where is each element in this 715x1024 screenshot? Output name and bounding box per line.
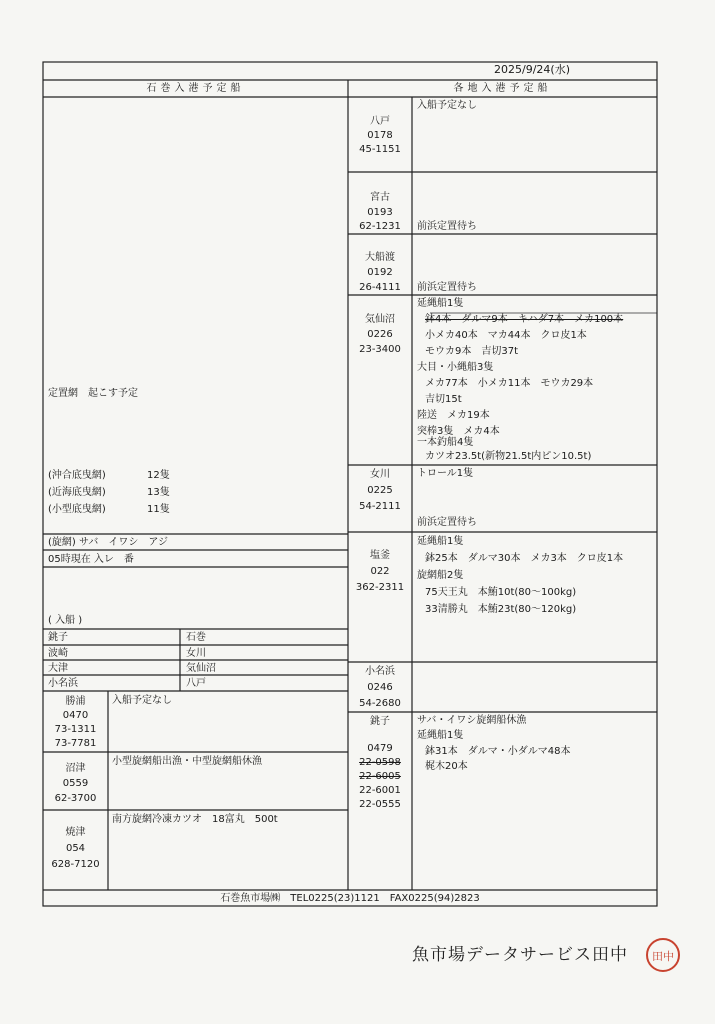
yaizu-note: 南方旋網冷凍カツオ 18富丸 500t bbox=[112, 814, 278, 825]
miyako-tel-1: 0193 bbox=[367, 207, 393, 218]
footer-contact: 石巻魚市場㈱ TEL0225(23)1121 FAX0225(94)2823 bbox=[220, 893, 480, 904]
katsuura-note: 入船予定なし bbox=[112, 695, 172, 706]
kesennuma-tel-2: 23-3400 bbox=[359, 344, 401, 355]
kesennuma-line-9: 突棒3隻 メカ4本 bbox=[417, 426, 500, 437]
sokobiki-count-2: 13隻 bbox=[147, 487, 170, 498]
choshi-name: 銚子 bbox=[370, 716, 390, 727]
miyako-name: 宮古 bbox=[370, 192, 390, 203]
numazu-tel-2: 62-3700 bbox=[54, 793, 97, 804]
kesennuma-line-6: メカ77本 小メカ11本 モウカ29本 bbox=[425, 378, 594, 389]
katsuura-tel-3: 73-7781 bbox=[54, 738, 97, 749]
hachinohe-note: 入船予定なし bbox=[417, 100, 477, 111]
numazu-tel-1: 0559 bbox=[62, 778, 89, 789]
port-left-2: 波崎 bbox=[48, 648, 68, 659]
onahama-name: 小名浜 bbox=[365, 666, 395, 677]
port-right-4: 八戸 bbox=[186, 678, 206, 689]
shiogama-tel-2: 362-2311 bbox=[355, 582, 405, 593]
port-right-3: 気仙沼 bbox=[186, 663, 216, 674]
seal-text: 田中 bbox=[652, 950, 674, 963]
kesennuma-line-3: 小メカ40本 マカ44本 クロ皮1本 bbox=[425, 330, 587, 341]
signature: 魚市場データサービス田中 bbox=[412, 945, 628, 965]
teichi-note: 定置網 起こす予定 bbox=[48, 388, 138, 399]
port-right-1: 石巻 bbox=[186, 632, 206, 643]
kesennuma-tel-1: 0226 bbox=[367, 329, 393, 340]
onagawa-tel-2: 54-2111 bbox=[359, 501, 401, 512]
choshi-tel-4: 22-6001 bbox=[359, 785, 401, 796]
onahama-tel-1: 0246 bbox=[367, 682, 393, 693]
yaizu-tel-1: 054 bbox=[65, 843, 86, 854]
kesennuma-line-7: 吉切15t bbox=[425, 394, 462, 405]
report-sheet bbox=[40, 52, 660, 914]
numazu-note: 小型旋網船出漁・中型旋網船休漁 bbox=[112, 756, 262, 767]
ofunato-name: 大船渡 bbox=[365, 252, 395, 263]
kesennuma-line-1: 延縄船1隻 bbox=[417, 298, 464, 309]
kesennuma-line-2: 鉢4本 ダルマ9本 キハダ7本 メカ100本 bbox=[425, 314, 624, 325]
choshi-tel-2: 22-0598 bbox=[359, 757, 401, 768]
kesennuma-name: 気仙沼 bbox=[365, 314, 395, 325]
onagawa-line-1: トロール1隻 bbox=[417, 468, 474, 479]
choshi-line-2: 延縄船1隻 bbox=[417, 730, 464, 741]
choshi-tel-5: 22-0555 bbox=[359, 799, 401, 810]
hachinohe-tel-1: 0178 bbox=[367, 130, 393, 141]
ofunato-tel-1: 0192 bbox=[367, 267, 393, 278]
numazu-name: 沼津 bbox=[65, 763, 86, 774]
shiogama-line-2: 鉢25本 ダルマ30本 メカ3本 クロ皮1本 bbox=[425, 553, 624, 564]
shiogama-name: 塩釜 bbox=[370, 550, 390, 561]
shiogama-line-3: 旋網船2隻 bbox=[417, 570, 464, 581]
sokobiki-name-3: (小型底曳網) bbox=[48, 504, 106, 515]
kesennuma-line-11: カツオ23.5t(新物21.5t内ピン10.5t) bbox=[425, 451, 592, 462]
onagawa-line-2: 前浜定置待ち bbox=[417, 517, 477, 528]
choshi-line-3: 鉢31本 ダルマ・小ダルマ48本 bbox=[425, 746, 571, 757]
miyako-note: 前浜定置待ち bbox=[417, 221, 477, 232]
ofunato-tel-2: 26-4111 bbox=[359, 282, 401, 293]
choshi-line-4: 梶木20本 bbox=[425, 761, 468, 772]
time-note: 05時現在 入レ 番 bbox=[48, 554, 134, 565]
katsuura-tel-2: 73-1311 bbox=[54, 724, 97, 735]
left-header: 石巻入港予定船 bbox=[146, 83, 245, 94]
hachinohe-name: 八戸 bbox=[370, 116, 390, 127]
port-left-1: 銚子 bbox=[48, 632, 68, 643]
katsuura-tel-1: 0470 bbox=[62, 710, 89, 721]
port-left-3: 大津 bbox=[48, 663, 68, 674]
onagawa-name: 女川 bbox=[370, 469, 390, 480]
kesennuma-line-5: 大目・小縄船3隻 bbox=[417, 362, 494, 373]
port-left-4: 小名浜 bbox=[48, 678, 78, 689]
kesennuma-line-10: 一本釣船4隻 bbox=[417, 437, 474, 448]
choshi-tel-1: 0479 bbox=[367, 743, 393, 754]
hachinohe-tel-2: 45-1151 bbox=[359, 144, 401, 155]
choshi-line-1: サバ・イワシ旋網船休漁 bbox=[417, 715, 527, 726]
ofunato-note: 前浜定置待ち bbox=[417, 282, 477, 293]
miyako-tel-2: 62-1231 bbox=[359, 221, 401, 232]
kesennuma-line-4: モウカ9本 吉切37t bbox=[425, 346, 519, 357]
sokobiki-name-2: (近海底曳網) bbox=[48, 487, 106, 498]
shiogama-line-5: 33清勝丸 本鮪23t(80～120kg) bbox=[425, 604, 577, 615]
personal-seal bbox=[646, 938, 680, 972]
sokobiki-count-3: 11隻 bbox=[147, 504, 170, 515]
nyusen-label: ( 入船 ) bbox=[48, 615, 83, 626]
yaizu-tel-2: 628-7120 bbox=[51, 859, 100, 870]
sokobiki-name-1: (沖合底曳網) bbox=[48, 470, 106, 481]
katsuura-name: 勝浦 bbox=[65, 696, 86, 707]
port-right-2: 女川 bbox=[186, 648, 206, 659]
choshi-tel-3: 22-6005 bbox=[359, 771, 401, 782]
onagawa-tel-1: 0225 bbox=[367, 485, 393, 496]
shiogama-tel-1: 022 bbox=[370, 566, 390, 577]
shiogama-line-1: 延縄船1隻 bbox=[417, 536, 464, 547]
senmo-label: (旋網) サバ イワシ アジ bbox=[48, 537, 168, 548]
shiogama-line-4: 75天王丸 本鮪10t(80～100kg) bbox=[425, 587, 577, 598]
kesennuma-line-8: 陸送 メカ19本 bbox=[417, 410, 490, 421]
right-header: 各地入港予定船 bbox=[453, 83, 552, 94]
onahama-tel-2: 54-2680 bbox=[359, 698, 401, 709]
yaizu-name: 焼津 bbox=[65, 827, 86, 838]
report-date: 2025/9/24(水) bbox=[494, 63, 570, 76]
sokobiki-count-1: 12隻 bbox=[147, 470, 170, 481]
